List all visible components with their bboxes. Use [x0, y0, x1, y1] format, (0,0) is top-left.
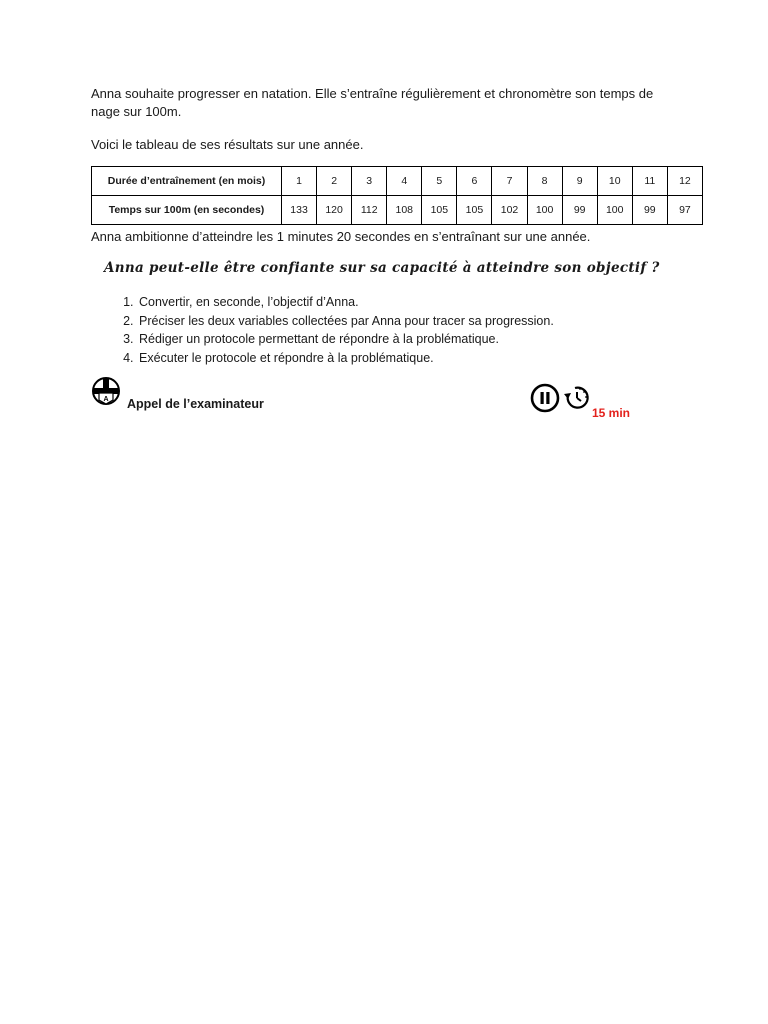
table-cell: 1	[282, 167, 317, 196]
table-cell: 4	[387, 167, 422, 196]
table-cell: 105	[457, 196, 492, 225]
table-cell: 11	[632, 167, 667, 196]
table-cell: 108	[387, 196, 422, 225]
task-list	[91, 293, 554, 367]
table-cell: 105	[422, 196, 457, 225]
row-header-duration: Durée d’entraînement (en mois)	[92, 167, 282, 196]
table-intro: Voici le tableau de ses résultats sur une année.	[91, 137, 364, 152]
table-cell: 112	[352, 196, 387, 225]
table-row	[92, 196, 703, 225]
table-row	[92, 167, 703, 196]
timer-block	[530, 383, 630, 420]
table-cell: 2	[317, 167, 352, 196]
table-cell: 97	[667, 196, 702, 225]
table-cell: 3	[352, 167, 387, 196]
list-item: 2. Préciser les deux variables collectées par Anna pour tracer sa progression.	[137, 312, 554, 331]
list-item: 1. Convertir, en seconde, l’objectif d’Anna.	[137, 293, 554, 312]
table-cell: 120	[317, 196, 352, 225]
goal-statement: Anna ambitionne d’atteindre les 1 minutes 20 secondes en s’entraînant sur une année.	[91, 229, 591, 244]
table-cell: 133	[282, 196, 317, 225]
list-item: 4. Exécuter le protocole et répondre à la problématique.	[137, 349, 554, 368]
table-cell: 7	[492, 167, 527, 196]
examiner-call-label: Appel de l’examinateur	[127, 397, 264, 411]
examiner-call-icon	[91, 376, 125, 413]
pause-icon	[530, 383, 562, 420]
intro-paragraph: Anna souhaite progresser en natation. Elle s’entraîne régulièrement et chronomètre son temps de nage sur 100m.	[91, 86, 654, 119]
timer-duration: 15 min	[592, 406, 631, 420]
table-cell: 99	[632, 196, 667, 225]
table-cell: 100	[597, 196, 632, 225]
table-cell: 10	[597, 167, 632, 196]
table-cell: 9	[562, 167, 597, 196]
examiner-icon-letter: A	[103, 396, 109, 403]
results-table	[91, 166, 703, 225]
table-cell: 102	[492, 196, 527, 225]
examiner-call	[91, 381, 264, 413]
table-cell: 8	[527, 167, 562, 196]
table-cell: 12	[667, 167, 702, 196]
problem-question: Anna peut-elle être confiante sur sa capacité à atteindre son objectif ?	[104, 260, 660, 276]
table-cell: 99	[562, 196, 597, 225]
table-cell: 100	[527, 196, 562, 225]
table-cell: 6	[457, 167, 492, 196]
table-cell: 5	[422, 167, 457, 196]
timer-icon	[562, 383, 592, 420]
row-header-time: Temps sur 100m (en secondes)	[92, 196, 282, 225]
list-item: 3. Rédiger un protocole permettant de répondre à la problématique.	[137, 330, 554, 349]
